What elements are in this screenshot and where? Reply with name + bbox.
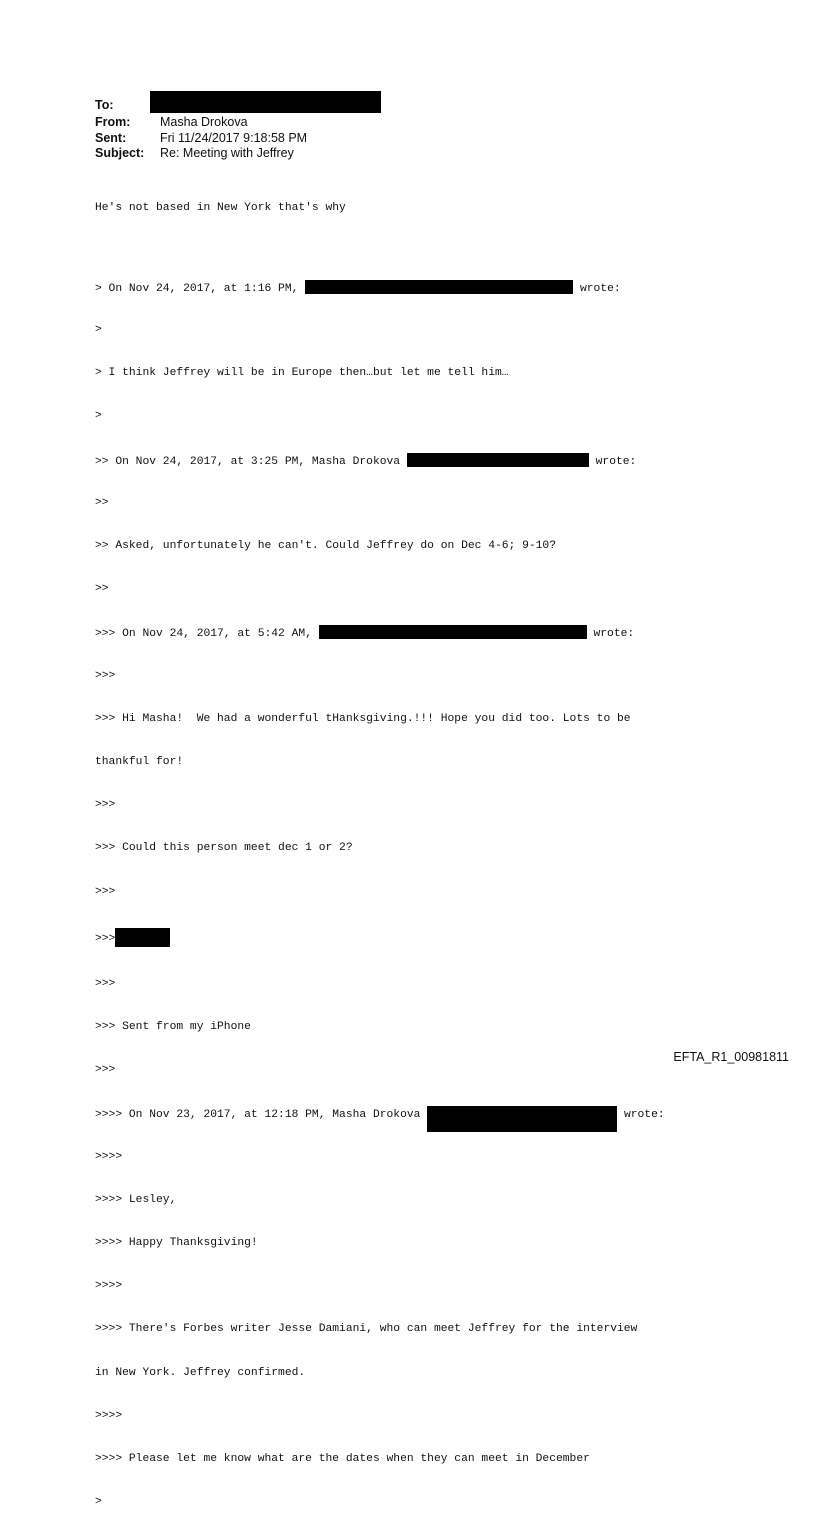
- quote-header-line: [95, 280, 795, 294]
- from-value: Masha Drokova: [160, 115, 248, 129]
- to-label: To:: [95, 98, 114, 112]
- redaction-bar: [150, 91, 381, 113]
- body-line: > I think Jeffrey will be in Europe then…but let me tell him…: [95, 367, 509, 380]
- body-line: >>>: [95, 885, 116, 898]
- body-line: >>> Sent from my iPhone: [95, 1020, 251, 1033]
- body-line: >>>> Lesley,: [95, 1193, 177, 1206]
- body-line: >>: [95, 583, 109, 596]
- body-line: >>>: [95, 977, 116, 990]
- redaction-bar: [305, 280, 573, 294]
- body-line: >>>>: [95, 1409, 123, 1422]
- sent-label: Sent:: [95, 130, 127, 145]
- from-row: [95, 115, 307, 131]
- body-line: >: [95, 410, 102, 423]
- redaction-bar: [407, 453, 589, 467]
- quote-header-line: [95, 453, 795, 467]
- quote-header-suffix: wrote:: [586, 628, 635, 641]
- quote-marker: >>>: [95, 932, 116, 945]
- body-line: >>>> Please let me know what are the dates when they can meet in December: [95, 1452, 590, 1465]
- redaction-bar: [427, 1106, 617, 1132]
- from-label: From:: [95, 115, 131, 129]
- redaction-bar: [115, 928, 170, 947]
- subject-row: [95, 146, 307, 162]
- redaction-bar: [319, 625, 587, 639]
- subject-value: Re: Meeting with Jeffrey: [160, 146, 294, 160]
- body-line: >>> Could this person meet dec 1 or 2?: [95, 842, 353, 855]
- body-line: >> Asked, unfortunately he can't. Could Jeffrey do on Dec 4-6; 9-10?: [95, 540, 556, 553]
- body-line: >>> Hi Masha! We had a wonderful tHanksgiving.!!! Hope you did too. Lots to be: [95, 712, 631, 725]
- body-line: >>>: [95, 669, 116, 682]
- quote-header-suffix: wrote:: [573, 282, 621, 295]
- quote-header-text: >>>> On Nov 23, 2017, at 12:18 PM, Masha Drokova: [95, 1109, 428, 1122]
- to-row: [95, 96, 307, 115]
- email-header: [95, 96, 307, 162]
- quote-header-line: [95, 625, 795, 639]
- subject-label: Subject:: [95, 146, 145, 160]
- body-line: >: [95, 324, 102, 337]
- body-line: >>>: [95, 1064, 116, 1077]
- body-line: >>>> Happy Thanksgiving!: [95, 1236, 258, 1249]
- body-line: >: [95, 1496, 102, 1509]
- redacted-line: [95, 928, 795, 948]
- body-line: >>>>: [95, 1150, 123, 1163]
- document-id: EFTA_R1_00981811: [673, 1050, 789, 1064]
- body-line: >>: [95, 496, 109, 509]
- body-line: He's not based in New York that's why: [95, 201, 346, 214]
- body-line: >>>> There's Forbes writer Jesse Damiani, who can meet Jeffrey for the interview: [95, 1323, 638, 1336]
- quote-header-suffix: wrote:: [617, 1109, 665, 1122]
- body-line: >>>: [95, 799, 116, 812]
- quote-header-text: >> On Nov 24, 2017, at 3:25 PM, Masha Drokova: [95, 455, 407, 468]
- body-line: in New York. Jeffrey confirmed.: [95, 1366, 306, 1379]
- quote-header-suffix: wrote:: [588, 455, 637, 468]
- quote-header-text: > On Nov 24, 2017, at 1:16 PM,: [95, 282, 306, 295]
- body-line: thankful for!: [95, 756, 184, 769]
- sent-row: [95, 131, 307, 147]
- email-body: [95, 172, 795, 1524]
- quote-header-text: >>> On Nov 24, 2017, at 5:42 AM,: [95, 628, 319, 641]
- quote-header-line: [95, 1106, 795, 1120]
- body-line: >>>>: [95, 1280, 123, 1293]
- sent-value: Fri 11/24/2017 9:18:58 PM: [160, 130, 308, 145]
